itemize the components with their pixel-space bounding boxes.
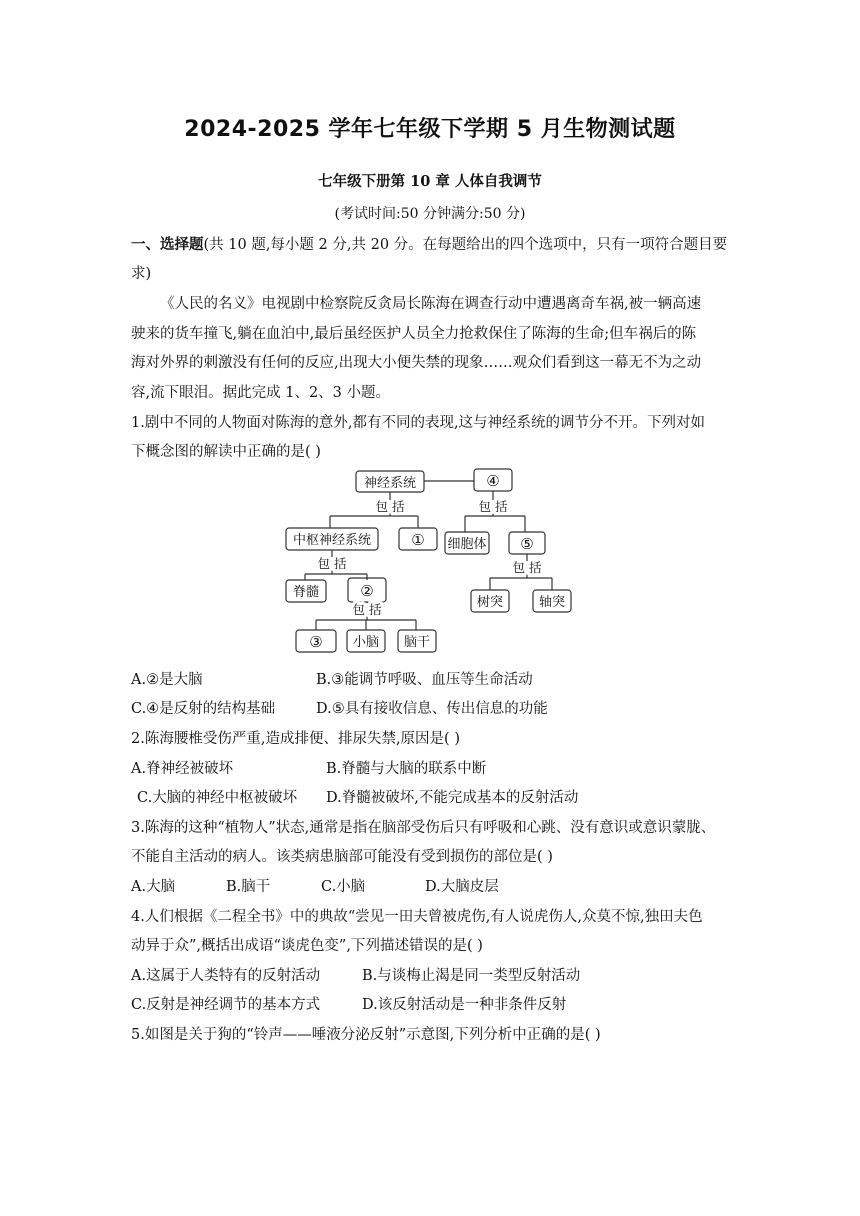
label-1: ①	[411, 531, 425, 549]
label-axon: 轴突	[538, 595, 566, 610]
label-include: 包 括	[478, 499, 508, 514]
chapter-subtitle: 七年级下册第 10 章 人体自我调节	[318, 173, 542, 190]
q2-option-d: D.脊髓被破坏,不能完成基本的反射活动	[326, 790, 579, 806]
passage-line: 驶来的货车撞飞,躺在血泊中,最后虽经医护人员全力抢救保住了陈海的生命;但车祸后的陈	[131, 326, 697, 342]
q1-option-b: B.③能调节呼吸、血压等生命活动	[316, 672, 533, 688]
q4-option-c: C.反射是神经调节的基本方式	[131, 997, 321, 1013]
q4-option-d: D.该反射活动是一种非条件反射	[362, 997, 567, 1013]
label-2: ②	[360, 582, 374, 600]
q1-stem: 1.剧中不同的人物面对陈海的意外,都有不同的表现,这与神经系统的调节分不开。下列对如	[131, 415, 706, 431]
label-dendrite: 树突	[476, 595, 504, 610]
page-title: 2024-2025 学年七年级下学期 5 月生物测试题	[184, 117, 676, 142]
passage-line: 《人民的名义》电视剧中检察院反贪局长陈海在调查行动中遭遇离奇车祸,被一辆高速	[160, 296, 702, 312]
q5-stem: 5.如图是关于狗的“铃声——唾液分泌反射”示意图,下列分析中正确的是( )	[131, 1027, 601, 1043]
q4-option-b: B.与谈梅止渴是同一类型反射活动	[362, 968, 581, 984]
label-cns: 中枢神经系统	[292, 533, 372, 548]
q4-stem: 4.人们根据《二程全书》中的典故“尝见一田夫曾被虎伤,有人说虎伤人,众莫不惊,独田夫色	[131, 909, 703, 925]
q2-option-b: B.脊髓与大脑的联系中断	[326, 761, 487, 777]
q1-option-d: D.⑤具有接收信息、传出信息的功能	[316, 701, 548, 717]
q4-stem-cont: 动异于众”,概括出成语“谈虎色变”,下列描述错误的是( )	[131, 938, 483, 954]
q1-option-c: C.④是反射的结构基础	[131, 701, 276, 717]
label-include: 包 括	[512, 560, 542, 575]
exam-meta: (考试时间:50 分钟满分:50 分)	[334, 206, 526, 222]
q3-stem: 3.陈海的这种“植物人”状态,通常是指在脑部受伤后只有呼吸和心跳、没有意识或意识蒙胧、	[131, 820, 716, 836]
q3-option-a: A.大脑	[131, 879, 176, 895]
q3-option-c: C.小脑	[321, 879, 366, 895]
q3-option-d: D.大脑皮层	[425, 879, 499, 895]
q1-stem-cont: 下概念图的解读中正确的是( )	[131, 444, 321, 460]
section1-intro	[131, 233, 727, 254]
label-brainstem: 脑干	[403, 635, 431, 650]
concept-map-diagram	[280, 464, 580, 658]
passage-line: 海对外界的刺激没有任何的反应,出现大小便失禁的现象……观众们看到这一幕无不为之动	[131, 355, 702, 371]
label-cerebellum: 小脑	[352, 635, 380, 650]
q3-option-b: B.脑干	[226, 879, 271, 895]
q2-option-a: A.脊神经被破坏	[131, 761, 234, 777]
section1-intro-cont: 求)	[131, 266, 152, 282]
section1-heading: 一、选择题	[131, 236, 204, 253]
q2-stem: 2.陈海腰椎受伤严重,造成排便、排尿失禁,原因是( )	[131, 731, 460, 747]
label-cell-body: 细胞体	[447, 537, 487, 552]
label-3: ③	[309, 633, 323, 651]
label-5: ⑤	[520, 535, 534, 553]
label-include: 包 括	[352, 602, 382, 617]
q4-option-a: A.这属于人类特有的反射活动	[131, 968, 321, 984]
label-include: 包 括	[317, 556, 347, 571]
label-include: 包 括	[375, 499, 405, 514]
section1-intro-text: (共 10 题,每小题 2 分,共 20 分。在每题给出的四个选项中，只有一项符合题目要	[203, 237, 728, 253]
passage-line: 容,流下眼泪。据此完成 1、2、3 小题。	[131, 385, 391, 401]
label-spinal-cord: 脊髓	[292, 585, 320, 600]
q1-option-a: A.②是大脑	[131, 672, 203, 688]
label-nervous-system: 神经系统	[363, 476, 417, 491]
label-4: ④	[486, 472, 500, 490]
q3-stem-cont: 不能自主活动的病人。该类病患脑部可能没有受到损伤的部位是( )	[131, 849, 553, 865]
q2-option-c: C.大脑的神经中枢被破坏	[137, 790, 298, 806]
